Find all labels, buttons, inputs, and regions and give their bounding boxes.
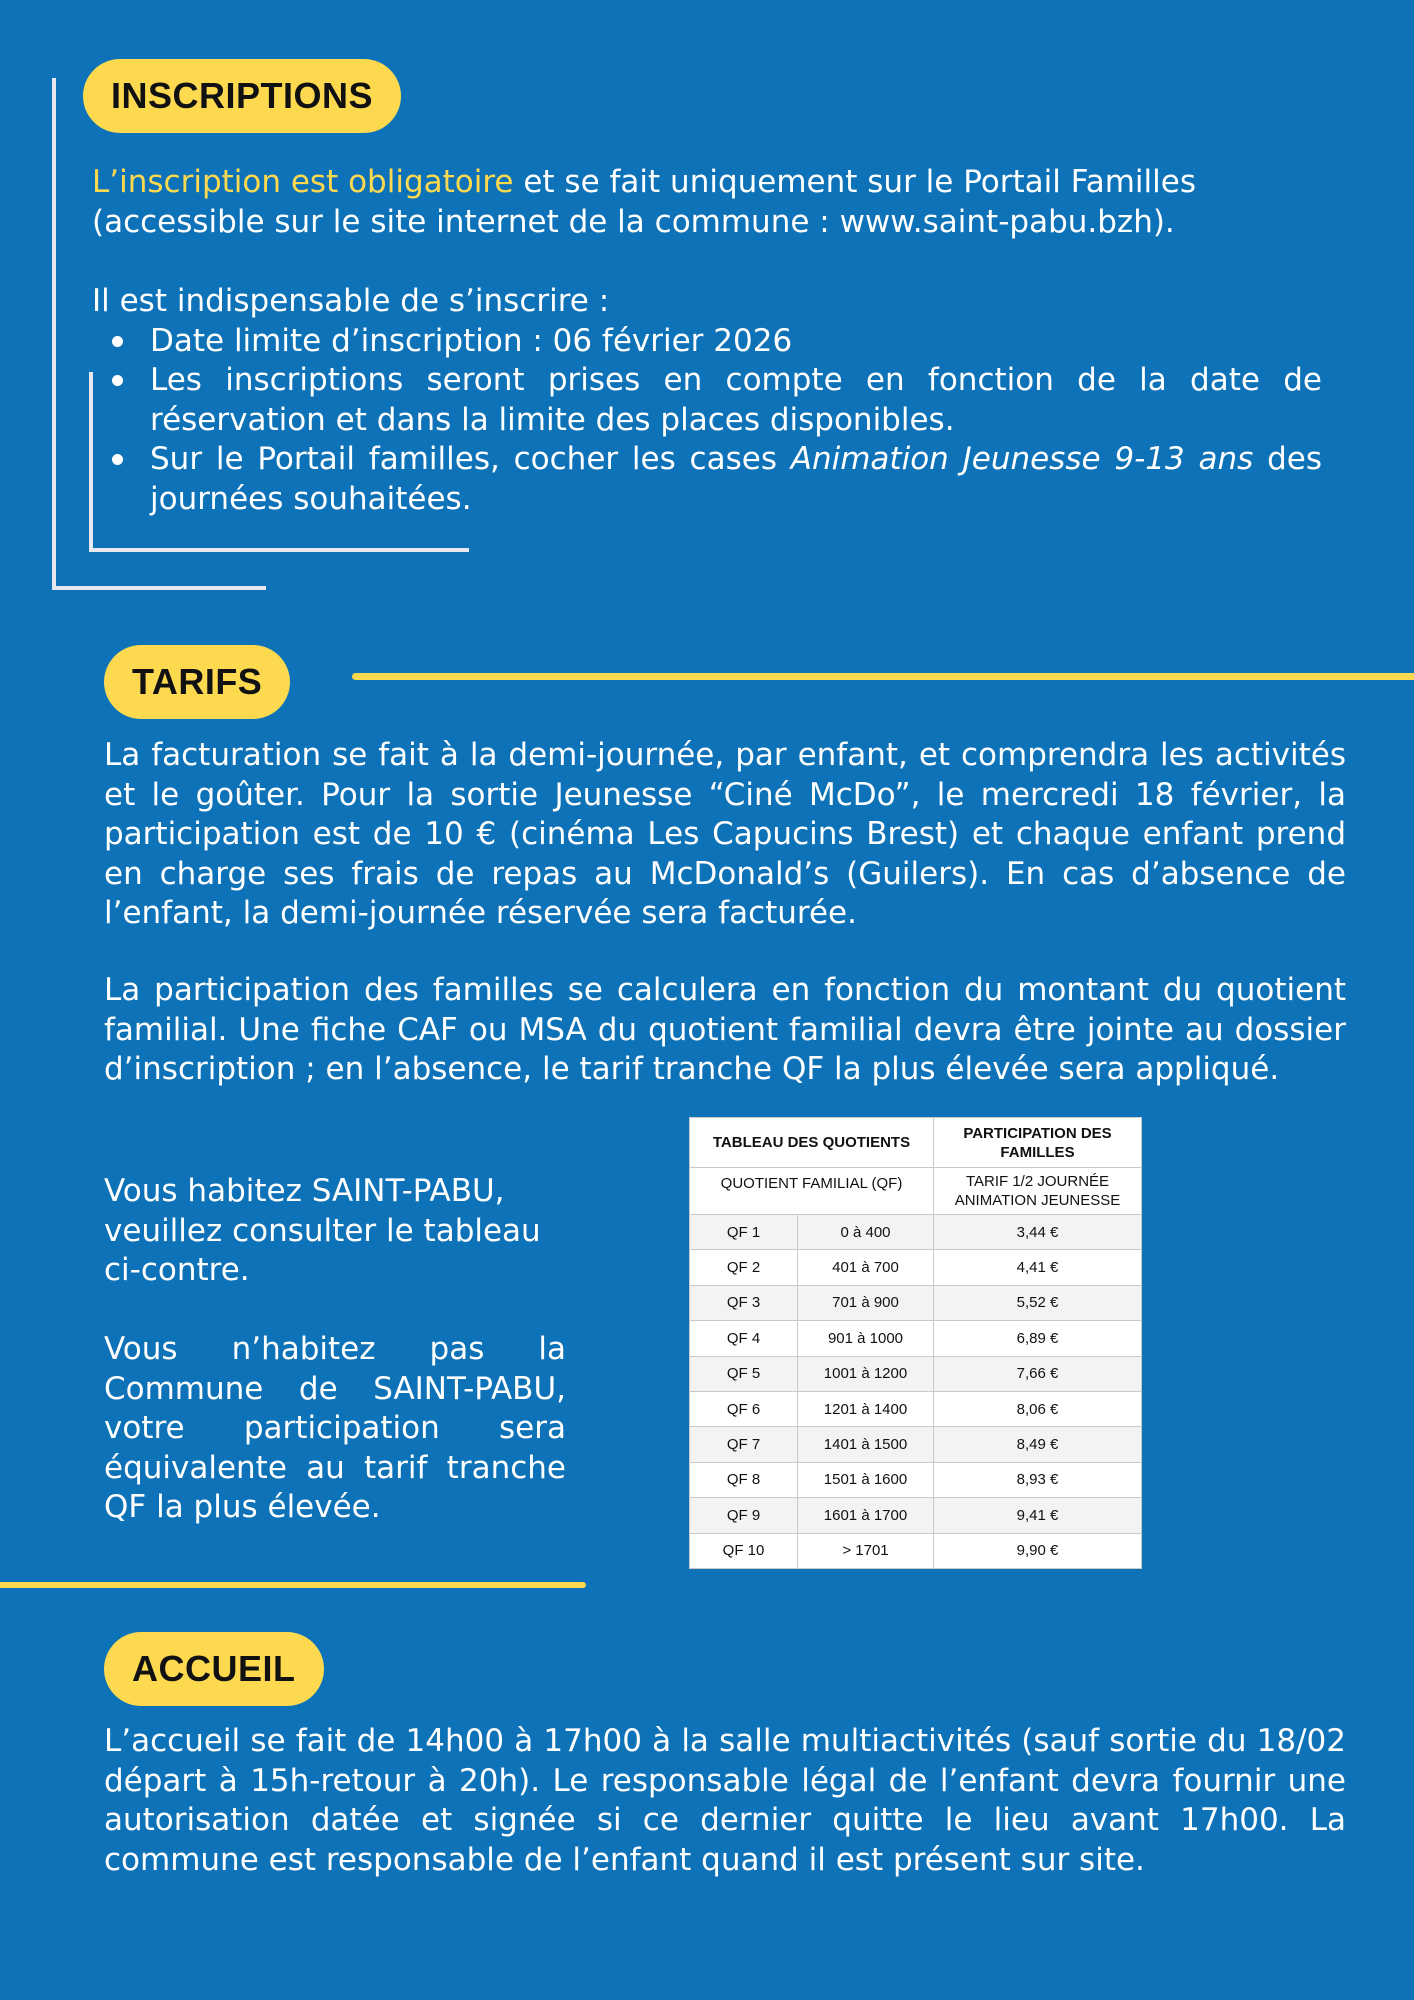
table-cell-qf: QF 5 bbox=[690, 1356, 798, 1391]
table-header-left: TABLEAU DES QUOTIENTS bbox=[690, 1118, 934, 1168]
inscriptions-intro bbox=[92, 163, 1322, 242]
table-subheader-right: TARIF 1/2 JOURNÉE ANIMATION JEUNESSE bbox=[934, 1168, 1142, 1215]
list-item: Date limite d’inscription : 06 février 2026 bbox=[92, 322, 1322, 362]
frame-inner-horizontal bbox=[89, 548, 469, 552]
inscriptions-intro-rest: et se fait uniquement sur le Portail Familles (accessible sur le site internet de la commune : www.saint-pabu.bzh). bbox=[92, 164, 1196, 240]
inscriptions-heading: INSCRIPTIONS bbox=[83, 59, 401, 133]
table-cell-price: 8,93 € bbox=[934, 1462, 1142, 1497]
table-cell-price: 3,44 € bbox=[934, 1215, 1142, 1250]
table-cell-range: 401 à 700 bbox=[798, 1250, 934, 1285]
table-row bbox=[690, 1533, 1142, 1568]
table-cell-range: 1501 à 1600 bbox=[798, 1462, 934, 1497]
bullet-italic-text: Animation Jeunesse 9-13 ans bbox=[790, 441, 1254, 477]
table-cell-range: 901 à 1000 bbox=[798, 1321, 934, 1356]
table-row bbox=[690, 1250, 1142, 1285]
table-cell-price: 9,41 € bbox=[934, 1498, 1142, 1533]
tarifs-divider bbox=[352, 673, 1414, 680]
table-cell-range: 1601 à 1700 bbox=[798, 1498, 934, 1533]
table-cell-qf: QF 10 bbox=[690, 1533, 798, 1568]
inscriptions-intro-highlight: L’inscription est obligatoire bbox=[92, 164, 514, 200]
quotient-table bbox=[689, 1117, 1142, 1569]
tarifs-paragraph-1: La facturation se fait à la demi-journée, par enfant, et comprendra les activités et le goûter. Pour la sortie Jeunesse “Ciné McDo”, le mercredi 18 février, la participation est de 10 € (cinéma Les Capucins Brest) et chaque enfant prend en charge ses frais de repas au McDonald’s (Guilers). En cas d’absence de l’enfant, la demi-journée réservée sera facturée. bbox=[104, 737, 1346, 931]
table-row bbox=[690, 1215, 1142, 1250]
accueil-heading: ACCUEIL bbox=[104, 1632, 324, 1706]
table-cell-qf: QF 4 bbox=[690, 1321, 798, 1356]
table-cell-price: 6,89 € bbox=[934, 1321, 1142, 1356]
table-subheader-row bbox=[690, 1168, 1142, 1215]
table-row bbox=[690, 1285, 1142, 1320]
table-cell-range: 1401 à 1500 bbox=[798, 1427, 934, 1462]
table-cell-qf: QF 1 bbox=[690, 1215, 798, 1250]
table-cell-qf: QF 3 bbox=[690, 1285, 798, 1320]
inscriptions-lead: Il est indispensable de s’inscrire : bbox=[92, 283, 610, 319]
table-cell-price: 8,06 € bbox=[934, 1391, 1142, 1426]
table-row bbox=[690, 1498, 1142, 1533]
inscriptions-body bbox=[92, 163, 1322, 519]
table-header-row bbox=[690, 1118, 1142, 1168]
table-cell-qf: QF 8 bbox=[690, 1462, 798, 1497]
table-cell-range: 1201 à 1400 bbox=[798, 1391, 934, 1426]
bullet-text: Sur le Portail familles, cocher les cases bbox=[150, 441, 791, 477]
list-item: Les inscriptions seront prises en compte en fonction de la date de réservation et dans la limite des places disponibles. bbox=[92, 361, 1322, 440]
table-row bbox=[690, 1462, 1142, 1497]
table-cell-price: 8,49 € bbox=[934, 1427, 1142, 1462]
table-cell-range: 1001 à 1200 bbox=[798, 1356, 934, 1391]
tarifs-resident-note: Vous habitez SAINT-PABU, veuillez consulter le tableau ci-contre. bbox=[104, 1173, 541, 1288]
table-cell-qf: QF 6 bbox=[690, 1391, 798, 1426]
table-row bbox=[690, 1427, 1142, 1462]
accueil-body: L’accueil se fait de 14h00 à 17h00 à la salle multiactivités (sauf sortie du 18/02 départ à 15h-retour à 20h). Le responsable légal de l’enfant devra fournir une autorisation datée et signée si ce dernier quitte le lieu avant 17h00. La commune est responsable de l’enfant quand il est présent sur site. bbox=[104, 1723, 1346, 1878]
table-cell-range: > 1701 bbox=[798, 1533, 934, 1568]
table-cell-price: 5,52 € bbox=[934, 1285, 1142, 1320]
table-cell-range: 0 à 400 bbox=[798, 1215, 934, 1250]
table-cell-qf: QF 7 bbox=[690, 1427, 798, 1462]
table-cell-qf: QF 9 bbox=[690, 1498, 798, 1533]
bullet-text: des journées souhaitées. bbox=[150, 441, 1322, 517]
tarifs-heading: TARIFS bbox=[104, 645, 290, 719]
tarifs-paragraph-2: La participation des familles se calculera en fonction du montant du quotient familial. Une fiche CAF ou MSA du quotient familial devra être jointe au dossier d’inscription ; en l’absence, le tarif tranche QF la plus élevée sera appliqué. bbox=[104, 972, 1346, 1087]
frame-outer-vertical bbox=[52, 78, 56, 590]
table-row bbox=[690, 1356, 1142, 1391]
table-cell-qf: QF 2 bbox=[690, 1250, 798, 1285]
table-header-right: PARTICIPATION DES FAMILLES bbox=[934, 1118, 1142, 1168]
table-row bbox=[690, 1321, 1142, 1356]
list-item bbox=[92, 440, 1322, 519]
inscriptions-bullet-list bbox=[92, 322, 1322, 520]
table-cell-range: 701 à 900 bbox=[798, 1285, 934, 1320]
table-row bbox=[690, 1391, 1142, 1426]
tarifs-non-resident-note: Vous n’habitez pas la Commune de SAINT-PABU, votre participation sera équivalente au tarif tranche QF la plus élevée. bbox=[104, 1331, 566, 1525]
frame-outer-horizontal bbox=[52, 586, 266, 590]
table-subheader-left: QUOTIENT FAMILIAL (QF) bbox=[690, 1168, 934, 1215]
tarifs-bottom-divider bbox=[0, 1582, 586, 1588]
table-cell-price: 4,41 € bbox=[934, 1250, 1142, 1285]
table-cell-price: 9,90 € bbox=[934, 1533, 1142, 1568]
table-cell-price: 7,66 € bbox=[934, 1356, 1142, 1391]
